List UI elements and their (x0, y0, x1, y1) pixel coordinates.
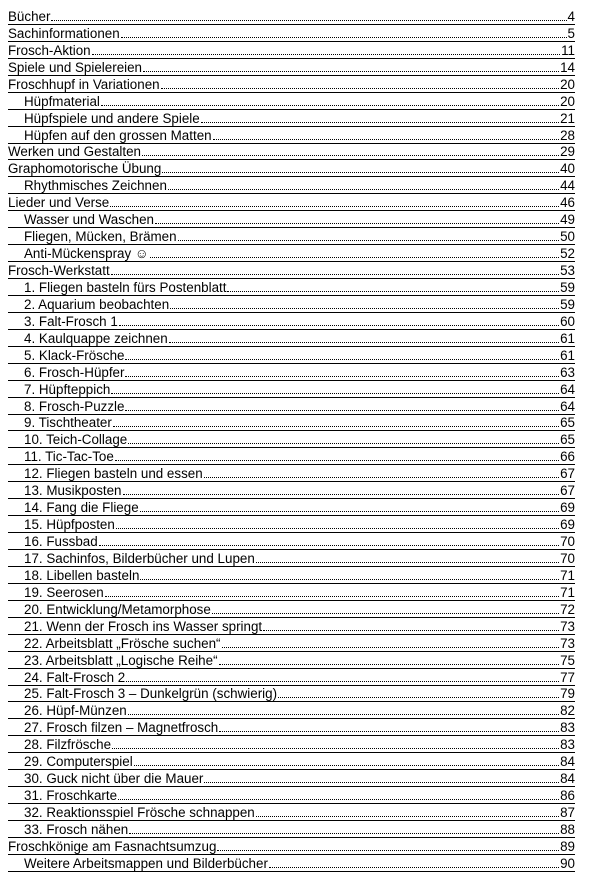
toc-entry[interactable] (8, 550, 575, 567)
toc-entry-page-number: 4 (567, 8, 575, 24)
dot-leader (111, 274, 559, 275)
toc-entry[interactable] (8, 381, 575, 398)
toc-entry-page-number: 65 (560, 415, 575, 431)
toc-entry[interactable] (8, 93, 575, 110)
toc-entry[interactable] (8, 211, 575, 228)
toc-entry-page-number: 29 (560, 144, 575, 160)
dot-leader (204, 782, 559, 783)
toc-entry[interactable] (8, 618, 575, 635)
toc-entry[interactable] (8, 465, 575, 482)
dot-leader (126, 681, 559, 682)
toc-entry-title: 32. Reaktionsspiel Frösche schnappen (24, 805, 255, 820)
toc-entry[interactable] (8, 144, 575, 161)
toc-entry[interactable] (8, 736, 575, 753)
dot-leader (121, 37, 567, 38)
toc-entry[interactable] (8, 177, 575, 194)
toc-entry-page-number: 59 (560, 296, 575, 312)
toc-entry-title: 2. Aquarium beobachten (24, 296, 170, 312)
toc-entry[interactable] (8, 669, 575, 686)
toc-entry[interactable] (8, 76, 575, 93)
toc-entry[interactable] (8, 686, 575, 703)
toc-entry-page-number: 59 (560, 279, 575, 295)
toc-entry-title: 16. Fussbad (24, 534, 98, 549)
toc-entry[interactable] (8, 448, 575, 465)
dot-leader (162, 172, 559, 173)
toc-entry-page-number: 14 (560, 59, 575, 75)
toc-entry[interactable] (8, 482, 575, 499)
toc-entry-page-number: 5 (567, 25, 575, 41)
dot-leader (142, 155, 559, 156)
toc-entry-page-number: 73 (560, 635, 575, 651)
dot-leader (143, 71, 559, 72)
toc-entry-title: 13. Musikposten (24, 483, 122, 499)
toc-entry-title: 4. Kaulquappe zeichnen (24, 330, 168, 346)
toc-entry-title: Rhythmisches Zeichnen (24, 178, 167, 194)
toc-entry-title: 17. Sachinfos, Bilderbücher und Lupen (24, 550, 255, 566)
dot-leader (110, 206, 559, 207)
toc-entry-title: 28. Filzfrösche (24, 737, 112, 753)
dot-leader (178, 240, 560, 241)
toc-entry-title: 21. Wenn der Frosch ins Wasser springt (24, 618, 263, 634)
toc-entry-page-number: 20 (560, 76, 575, 92)
toc-entry-title: 7. Hüpfteppich (24, 381, 111, 397)
toc-entry-title: 23. Arbeitsblatt „Logische Reihe“ (24, 652, 218, 668)
toc-entry[interactable] (8, 719, 575, 736)
toc-entry[interactable] (8, 753, 575, 770)
toc-entry-page-number: 21 (560, 110, 575, 126)
toc-entry-title: Hüpfspiele und andere Spiele (24, 110, 200, 126)
toc-entry-title: Graphomotorische Übung (8, 161, 162, 177)
toc-entry-page-number: 88 (560, 821, 575, 837)
toc-entry-title: 30. Guck nicht über die Mauer (24, 771, 204, 787)
toc-entry-title: Bücher (8, 8, 51, 24)
dot-leader (129, 833, 559, 834)
dot-leader (256, 562, 559, 563)
toc-entry-page-number: 52 (560, 246, 575, 262)
toc-entry-title: Frosch-Werkstatt (8, 263, 110, 278)
toc-entry-page-number: 70 (560, 550, 575, 566)
toc-entry-title: 6. Frosch-Hüpfer (24, 364, 125, 380)
dot-leader (263, 630, 559, 631)
toc-entry-page-number: 73 (560, 618, 575, 634)
toc-entry-title: Fliegen, Mücken, Brämen (24, 229, 177, 245)
toc-entry-title: 20. Entwicklung/Metamorphose (24, 601, 211, 617)
toc-entry-page-number: 53 (560, 263, 575, 278)
toc-entry-page-number: 83 (560, 737, 575, 753)
dot-leader (115, 460, 559, 461)
toc-entry[interactable] (8, 635, 575, 652)
dot-leader (123, 494, 560, 495)
table-of-contents (8, 8, 575, 872)
toc-entry-page-number: 44 (560, 178, 575, 194)
toc-entry-page-number: 61 (560, 330, 575, 346)
dot-leader (128, 714, 559, 715)
dot-leader (140, 511, 559, 512)
toc-entry[interactable] (8, 838, 575, 855)
toc-entry-page-number: 70 (560, 534, 575, 549)
toc-entry-page-number: 46 (560, 195, 575, 211)
dot-leader (113, 426, 559, 427)
toc-entry[interactable] (8, 584, 575, 601)
toc-entry[interactable] (8, 279, 575, 296)
toc-entry-title: Froschkönige am Fasnachtsumzug (8, 838, 217, 854)
dot-leader (213, 139, 560, 140)
toc-entry-title: Wasser und Waschen (24, 212, 154, 228)
toc-entry[interactable] (8, 415, 575, 432)
toc-entry-page-number: 49 (560, 212, 575, 228)
dot-leader (201, 122, 559, 123)
toc-entry-page-number: 82 (560, 703, 575, 719)
toc-entry[interactable] (8, 42, 575, 59)
toc-entry-title: Anti-Mückenspray ☺ (24, 246, 149, 262)
toc-entry[interactable] (8, 398, 575, 415)
toc-entry-title: 18. Libellen basteln (24, 567, 140, 583)
toc-entry-title: Werken und Gestalten (8, 144, 141, 160)
toc-entry-title: 29. Computerspiel (24, 754, 133, 770)
dot-leader (111, 393, 559, 394)
dot-leader (155, 223, 559, 224)
dot-leader (222, 647, 560, 648)
toc-entry[interactable] (8, 516, 575, 533)
toc-entry-page-number: 69 (560, 500, 575, 516)
toc-entry[interactable] (8, 313, 575, 330)
toc-entry-title: 3. Falt-Frosch 1 (24, 313, 118, 329)
toc-entry-page-number: 64 (560, 398, 575, 414)
dot-leader (128, 443, 559, 444)
toc-entry-title: 5. Klack-Frösche (24, 347, 125, 363)
toc-entry[interactable] (8, 567, 575, 584)
dot-leader (134, 765, 559, 766)
dot-leader (99, 545, 559, 546)
dot-leader (92, 54, 560, 55)
toc-entry-page-number: 40 (560, 161, 575, 177)
toc-entry-page-number: 65 (560, 432, 575, 448)
toc-entry-page-number: 28 (560, 127, 575, 143)
toc-entry-title: 27. Frosch filzen – Magnetfrosch (24, 720, 219, 736)
toc-entry-title: 10. Teich-Collage (24, 432, 128, 448)
dot-leader (219, 664, 560, 665)
toc-entry[interactable] (8, 25, 575, 42)
toc-entry[interactable] (8, 127, 575, 144)
toc-entry-page-number: 61 (560, 347, 575, 363)
toc-entry-page-number: 66 (560, 449, 575, 465)
dot-leader (119, 325, 559, 326)
toc-entry[interactable] (8, 364, 575, 381)
toc-entry-page-number: 67 (560, 466, 575, 482)
toc-entry-title: Hüpfmaterial (24, 93, 100, 109)
toc-entry-title: 33. Frosch nähen (24, 821, 129, 837)
dot-leader (219, 731, 559, 732)
toc-entry[interactable] (8, 347, 575, 364)
toc-entry-title: 11. Tic-Tac-Toe (24, 449, 114, 465)
toc-entry-page-number: 84 (560, 754, 575, 770)
toc-entry-title: 9. Tischtheater (24, 415, 112, 431)
toc-entry[interactable] (8, 702, 575, 719)
dot-leader (105, 596, 559, 597)
toc-entry[interactable] (8, 533, 575, 550)
toc-entry-title: Weitere Arbeitsmappen und Bilderbücher (24, 855, 268, 871)
toc-entry-page-number: 89 (560, 838, 575, 854)
toc-entry[interactable] (8, 431, 575, 448)
toc-entry[interactable] (8, 804, 575, 821)
toc-entry-page-number: 84 (560, 771, 575, 787)
toc-entry[interactable] (8, 770, 575, 787)
toc-entry[interactable] (8, 296, 575, 313)
toc-entry-page-number: 64 (560, 381, 575, 397)
toc-entry-page-number: 90 (560, 855, 575, 871)
toc-entry-title: 31. Froschkarte (24, 788, 118, 804)
toc-entry-title: Spiele und Spielereien (8, 59, 143, 75)
dot-leader (278, 697, 559, 698)
toc-entry-title: 8. Frosch-Puzzle (24, 398, 125, 414)
toc-entry-title: 12. Fliegen basteln und essen (24, 466, 203, 482)
dot-leader (101, 105, 559, 106)
dot-leader (125, 410, 559, 411)
toc-entry[interactable] (8, 855, 575, 872)
toc-entry[interactable] (8, 821, 575, 838)
dot-leader (150, 257, 560, 258)
dot-leader (125, 359, 559, 360)
dot-leader (227, 291, 559, 292)
dot-leader (125, 376, 559, 377)
dot-leader (116, 528, 559, 529)
toc-entry[interactable] (8, 499, 575, 516)
toc-entry[interactable] (8, 601, 575, 618)
toc-entry-page-number: 20 (560, 93, 575, 109)
toc-entry-page-number: 87 (560, 805, 575, 820)
toc-entry-title: Sachinformationen (8, 25, 120, 41)
toc-entry-page-number: 11 (561, 42, 575, 58)
toc-entry-page-number: 75 (560, 652, 575, 668)
toc-entry-title: 24. Falt-Frosch 2 (24, 669, 126, 685)
toc-entry-page-number: 71 (560, 567, 575, 583)
dot-leader (269, 867, 559, 868)
toc-entry[interactable] (8, 330, 575, 347)
toc-entry[interactable] (8, 194, 575, 211)
toc-entry-page-number: 69 (560, 517, 575, 533)
dot-leader (169, 342, 559, 343)
dot-leader (212, 613, 559, 614)
toc-entry-title: 26. Hüpf-Münzen (24, 703, 127, 719)
dot-leader (217, 850, 559, 851)
toc-entry-page-number: 77 (560, 669, 575, 685)
toc-entry-title: Froschhupf in Variationen (8, 76, 160, 92)
toc-entry-title: 22. Arbeitsblatt „Frösche suchen“ (24, 635, 221, 651)
toc-entry[interactable] (8, 652, 575, 669)
toc-entry-page-number: 50 (560, 229, 575, 245)
toc-entry-title: Frosch-Aktion (8, 42, 91, 58)
toc-entry-page-number: 72 (560, 601, 575, 617)
toc-entry-title: 19. Seerosen (24, 584, 104, 600)
toc-entry[interactable] (8, 245, 575, 262)
dot-leader (204, 477, 559, 478)
toc-entry-title: 1. Fliegen basteln fürs Postenblatt (24, 279, 227, 295)
dot-leader (161, 88, 559, 89)
toc-entry-page-number: 79 (560, 686, 575, 702)
toc-entry-page-number: 63 (560, 364, 575, 380)
toc-entry-page-number: 83 (560, 720, 575, 736)
toc-entry[interactable] (8, 160, 575, 177)
toc-entry[interactable] (8, 228, 575, 245)
toc-entry[interactable] (8, 110, 575, 127)
toc-entry[interactable] (8, 8, 575, 25)
toc-entry-title: Lieder und Verse (8, 195, 110, 211)
toc-entry[interactable] (8, 262, 575, 279)
dot-leader (140, 579, 559, 580)
toc-entry[interactable] (8, 59, 575, 76)
toc-entry-title: Hüpfen auf den grossen Matten (24, 127, 212, 143)
dot-leader (118, 799, 559, 800)
dot-leader (256, 816, 559, 817)
toc-entry-page-number: 86 (560, 788, 575, 804)
dot-leader (112, 748, 559, 749)
toc-entry-page-number: 60 (560, 313, 575, 329)
toc-entry-title: 15. Hüpfposten (24, 517, 115, 533)
dot-leader (168, 189, 559, 190)
toc-entry[interactable] (8, 787, 575, 804)
toc-entry-page-number: 71 (560, 584, 575, 600)
toc-entry-title: 25. Falt-Frosch 3 – Dunkelgrün (schwierig) (24, 686, 278, 702)
dot-leader (170, 308, 559, 309)
toc-entry-title: 14. Fang die Fliege (24, 500, 139, 516)
toc-entry-page-number: 67 (560, 483, 575, 499)
dot-leader (51, 20, 566, 21)
